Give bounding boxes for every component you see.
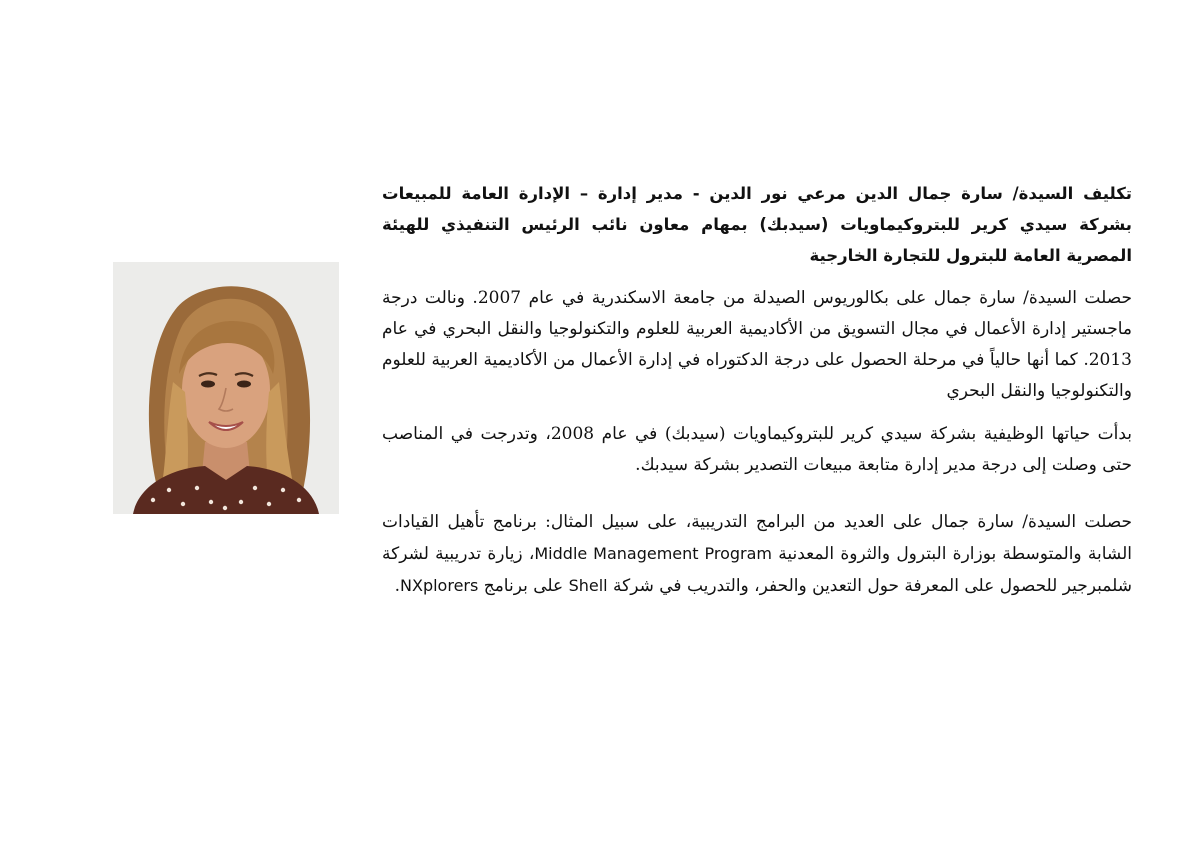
training-text-part3: على برنامج [478, 576, 569, 596]
company-name: Shell [568, 576, 608, 595]
program-name: Middle Management Program [534, 544, 772, 563]
biography-text [382, 178, 1132, 614]
education-paragraph: حصلت السيدة/ سارة جمال على بكالوريوس الصيدلة من جامعة الاسكندرية في عام 2007. ونالت درجة ماجستير إدارة الأعمال في مجال التسويق من الأكاديمية العربية للعلوم والتكنولوجيا والنقل البحري في عام 2013. كما أنها حالياً في مرحلة الحصول على درجة الدكتوراه في إدارة الأعمال من الأكاديمية العربية للعلوم والتكنولوجيا والنقل البحري [382, 288, 1132, 401]
career-paragraph: بدأت حياتها الوظيفية بشركة سيدي كرير للبتروكيماويات (سيدبك) في عام 2008، وتدرجت في المناصب حتى وصلت إلى درجة مدير إدارة متابعة مبيعات التصدير بشركة سيدبك. [382, 424, 1132, 475]
training-text-part1: حصلت السيدة/ سارة جمال على العديد من البرامج التدريبية، على سبيل المثال: برنامج تأهيل القيادات الشابة والمتوسطة بوزارة البترول والثروة المعدنية [382, 512, 1132, 564]
training-paragraph [382, 507, 1132, 602]
training-text-end: . [394, 576, 401, 596]
course-name: NXplorers [400, 576, 479, 595]
appointment-heading: تكليف السيدة/ سارة جمال الدين مرعي نور الدين - مدير إدارة – الإدارة العامة للمبيعات بشركة سيدي كرير للبتروكيماويات (سيدبك) بمهام معاون نائب الرئيس التنفيذي للهيئة المصرية العامة للبترول للتجارة الخارجية [382, 184, 1132, 265]
portrait-image [113, 262, 339, 514]
profile-photo [113, 262, 339, 514]
training-text-part2: ، زيارة تدريبية لشركة شلمبرجير للحصول على المعرفة حول التعدين والحفر، والتدريب في شركة [382, 544, 1132, 596]
